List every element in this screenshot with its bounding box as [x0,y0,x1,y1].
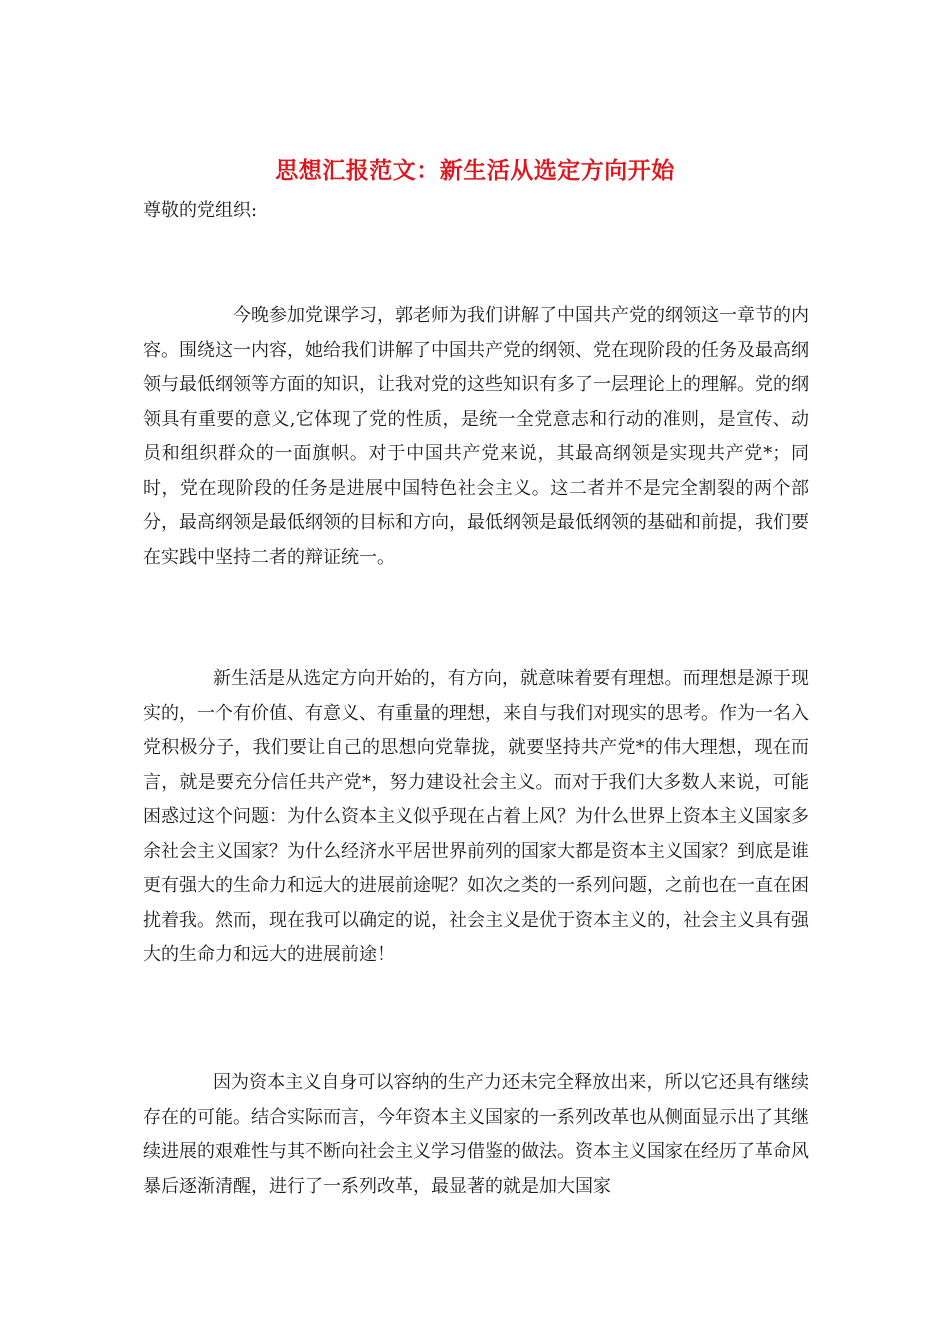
paragraph-2: 新生活是从选定方向开始的，有方向，就意味着要有理想。而理想是源于现实的，一个有价值、有意义、有重量的理想，来自与我们对现实的思考。作为一名入党积极分子，我们要让自己的思想向党靠拢，就要坚持共产党*的伟大理想，现在而言，就是要充分信任共产党*，努力建设社会主义。而对于我们大多数人来说，可能困惑过这个问题：为什么资本主义似乎现在占着上风？为什么世界上资本主义国家多余社会主义国家？为什么经济水平居世界前列的国家大都是资本主义国家？到底是谁更有强大的生命力和远大的进展前途呢？如次之类的一系列问题，之前也在一直在困扰着我。然而，现在我可以确定的说，社会主义是优于资本主义的，社会主义具有强大的生命力和远大的进展前途！ [143,668,809,965]
document-title: 思想汇报范文：新生活从选定方向开始 [275,157,675,184]
paragraph-3: 因为资本主义自身可以容纳的生产力还未完全释放出来，所以它还具有继续存在的可能。结合实际而言，今年资本主义国家的一系列改革也从侧面显示出了其继续进展的艰难性与其不断向社会主义学习借鉴的做法。资本主义国家在经历了革命风暴后逐渐清醒，进行了一系列改革，最显著的就是加大国家 [143,1072,809,1197]
salutation: 尊敬的党组织: [143,200,258,221]
paragraph-1: 今晚参加党课学习，郭老师为我们讲解了中国共产党的纲领这一章节的内容。围绕这一内容，她给我们讲解了中国共产党的纲领、党在现阶段的任务及最高纲领与最低纲领等方面的知识，让我对党的这些知识有多了一层理论上的理解。党的纲领具有重要的意义,它体现了党的性质，是统一全党意志和行动的准则，是宣传、动员和组织群众的一面旗帜。对于中国共产党来说，其最高纲领是实现共产党*；同时，党在现阶段的任务是进展中国特色社会主义。这二者并不是完全割裂的两个部分，最高纲领是最低纲领的目标和方向，最低纲领是最低纲领的基础和前提，我们要在实践中坚持二者的辩证统一。 [143,305,809,568]
